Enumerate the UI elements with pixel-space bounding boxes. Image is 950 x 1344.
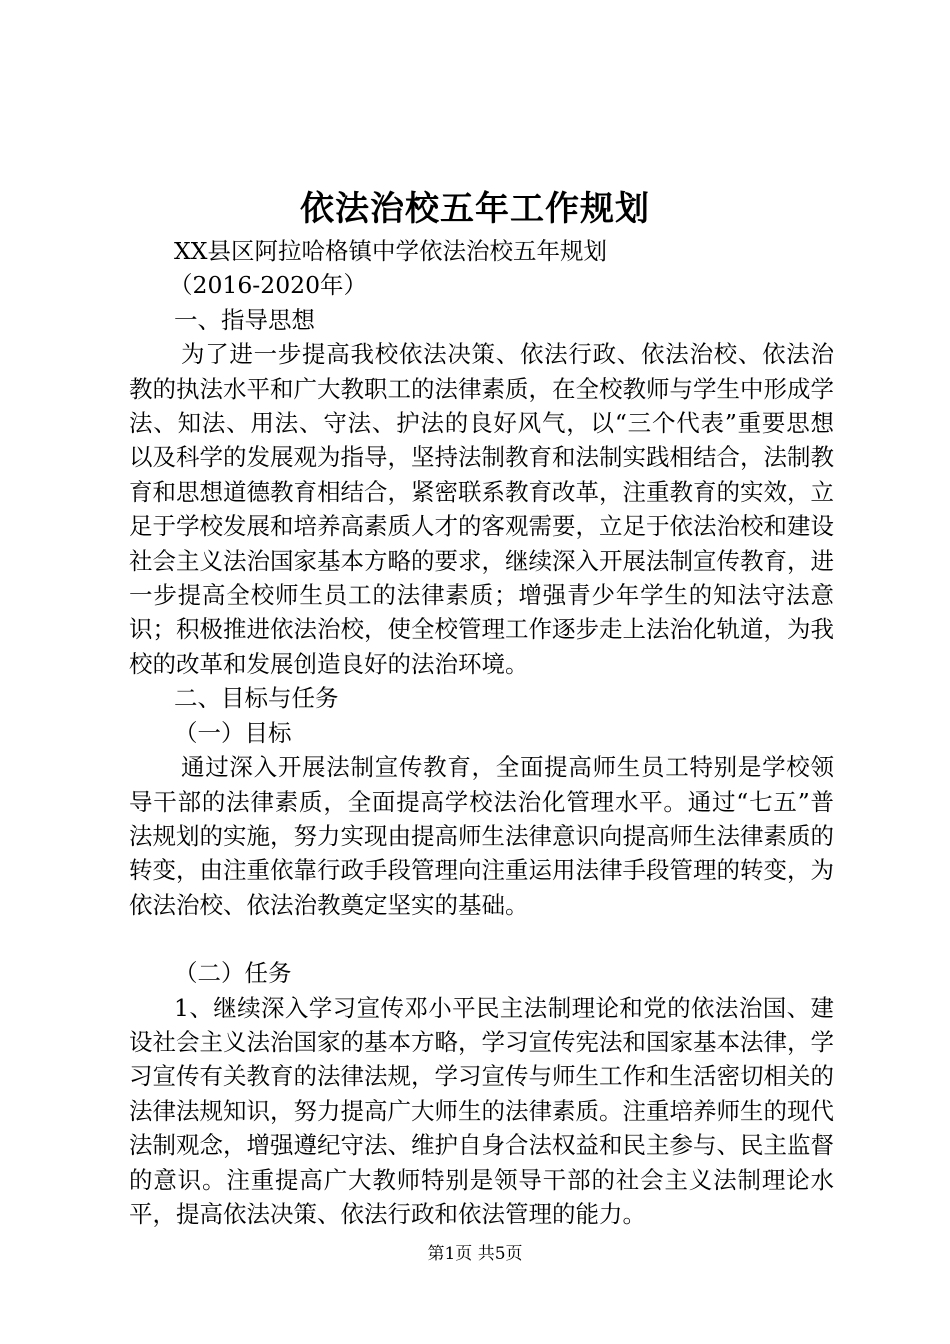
document-title: 依法治校五年工作规划 [300, 189, 650, 229]
section1-heading: 一、指导思想 [174, 305, 315, 334]
task-heading: （二）任务 [174, 959, 292, 988]
paragraph-spacer [129, 922, 834, 956]
document-body [129, 234, 834, 1231]
page-footer: 第1页 共5页 [427, 1244, 523, 1264]
section2-heading: 二、目标与任务 [174, 684, 339, 713]
year-range: （2016-2020年） [169, 271, 368, 300]
goal-paragraph: 通过深入开展法制宣传教育，全面提高师生员工特别是学校领导干部的法律素质，全面提高学校法治化管理水平。通过“七五”普法规划的实施，努力实现由提高师生法律意识向提高师生法律素质的转变，由注重依靠行政手段管理向注重运用法律手段管理的转变，为依法治校、依法治教奠定坚实的基础。 [129, 753, 834, 919]
goal-heading: （一）目标 [174, 718, 292, 747]
section1-paragraph: 为了进一步提高我校依法决策、依法行政、依法治校、依法治教的执法水平和广大教职工的法律素质，在全校教师与学生中形成学法、知法、用法、守法、护法的良好风气，以“三个代表”重要思想以及科学的发展观为指导，坚持法制教育和法制实践相结合，法制教育和思想道德教育相结合，紧密联系教育改革，注重教育的实效，立足于学校发展和培养高素质人才的客观需要，立足于依法治校和建设社会主义法治国家基本方略的要求，继续深入开展法制宣传教育，进一步提高全校师生员工的法律素质；增强青少年学生的知法守法意识；积极推进依法治校，使全校管理工作逐步走上法治化轨道，为我校的改革和发展创造良好的法治环境。 [129, 340, 834, 678]
subtitle: XX县区阿拉哈格镇中学依法治校五年规划 [174, 237, 607, 265]
task-paragraph: 1、继续深入学习宣传邓小平民主法制理论和党的依法治国、建设社会主义法治国家的基本方略，学习宣传宪法和国家基本法律，学习宣传有关教育的法律法规，学习宣传与师生工作和生活密切相关的法律法规知识，努力提高广大师生的法律素质。注重培养师生的现代法制观念，增强遵纪守法、维护自身合法权益和民主参与、民主监督的意识。注重提高广大教师特别是领导干部的社会主义法制理论水平，提高依法决策、依法行政和依法管理的能力。 [129, 993, 834, 1228]
